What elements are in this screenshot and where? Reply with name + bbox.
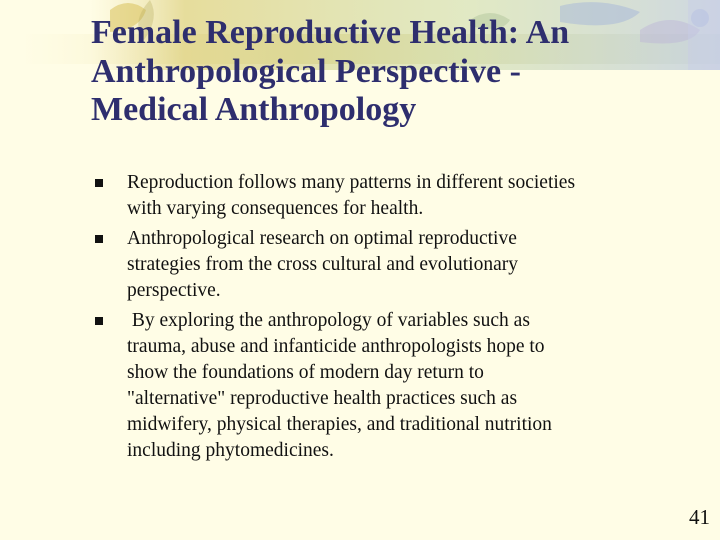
bullet-line: trauma, abuse and infanticide anthropologists hope to (127, 336, 545, 357)
bullet-line: midwifery, physical therapies, and traditional nutrition (127, 414, 552, 435)
square-bullet-icon (95, 317, 103, 325)
slide-title (91, 14, 691, 130)
bullet-line: show the foundations of modern day return to (127, 362, 484, 383)
title-line: Medical Anthropology (91, 91, 417, 128)
page-number: 41 (689, 505, 710, 529)
bullet-line: By exploring the anthropology of variables such as (127, 310, 530, 331)
bullet-list (92, 170, 692, 468)
bullet-item (92, 308, 692, 464)
bullet-item (92, 226, 692, 304)
bullet-line: with varying consequences for health. (127, 198, 424, 219)
bullet-line: strategies from the cross cultural and evolutionary (127, 254, 518, 275)
title-line: Female Reproductive Health: An (91, 14, 570, 51)
bullet-line: including phytomedicines. (127, 440, 334, 461)
title-line: Anthropological Perspective - (91, 52, 521, 90)
square-bullet-icon (95, 235, 103, 243)
bullet-line: "alternative" reproductive health practices such as (127, 388, 518, 409)
bullet-line: Anthropological research on optimal reproductive (127, 228, 517, 249)
bullet-line: perspective. (127, 280, 221, 301)
bullet-line: Reproduction follows many patterns in different societies (127, 172, 576, 193)
square-bullet-icon (95, 179, 103, 187)
bullet-item (92, 170, 692, 222)
